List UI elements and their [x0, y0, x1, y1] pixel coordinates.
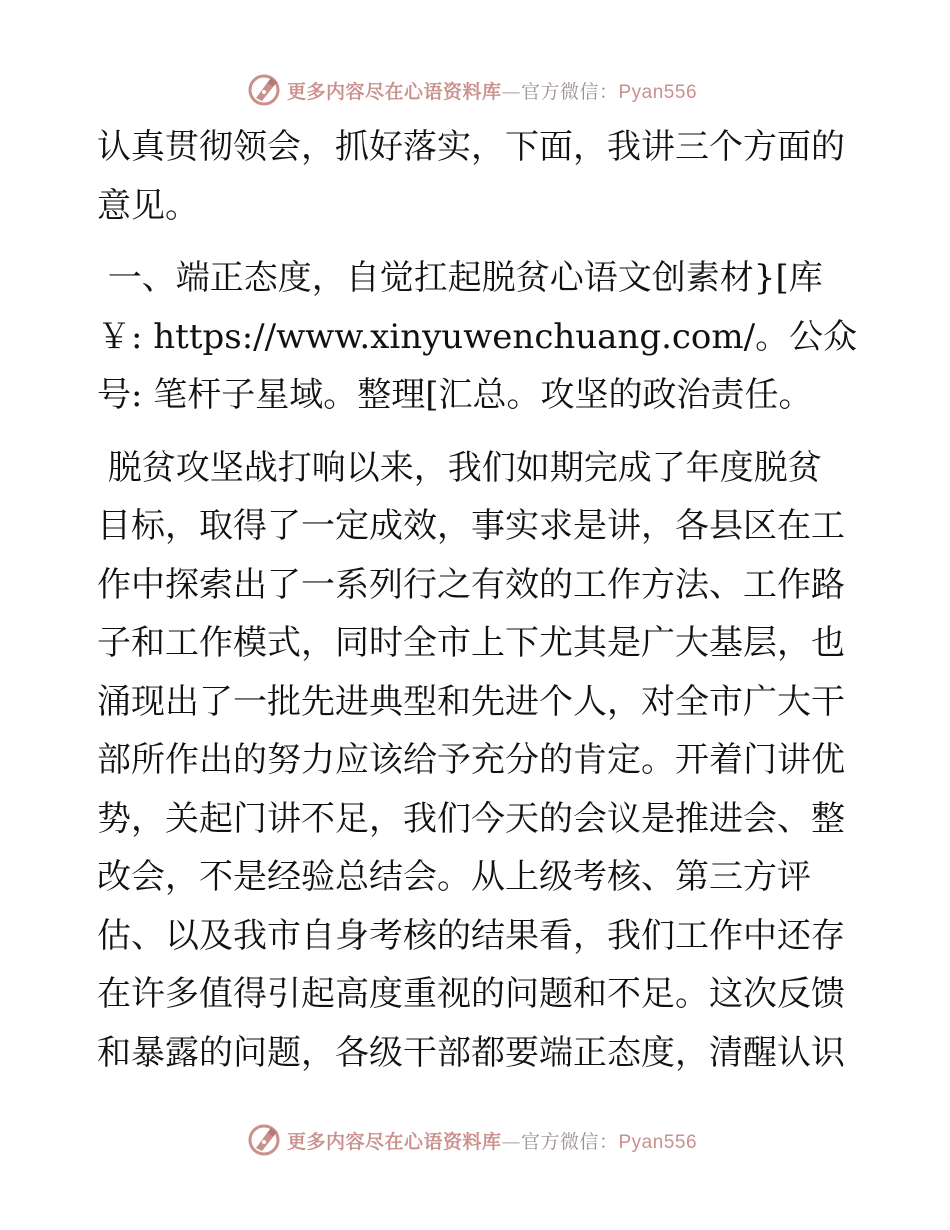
text-line: 子和工作模式，同时全市上下尤其是广大基层，也	[97, 623, 845, 663]
text-line: 意见。	[97, 185, 199, 226]
text-line: 目标，取得了一定成效，事实求是讲，各县区在工	[97, 506, 845, 546]
text-line: 涌现出了一批先进典型和先进个人，对全市广大干	[97, 681, 845, 722]
text-line: 号: 笔杆子星域。整理[汇总。攻坚的政治责任。	[97, 375, 813, 415]
text-line: 估、以及我市自身考核的结果看，我们工作中还存	[97, 915, 845, 956]
watermark-separator: —	[501, 80, 521, 103]
header-watermark-banner	[0, 70, 950, 110]
watermark-main-text: 更多内容尽在心语资料库	[286, 80, 502, 103]
watermark-main-text: 更多内容尽在心语资料库	[286, 1130, 502, 1153]
text-line: 势，关起门讲不足，我们今天的会议是推进会、整	[97, 798, 845, 839]
text-line: 部所作出的努力应该给予充分的肯定。开着门讲优	[97, 740, 845, 780]
paragraph-1	[97, 118, 857, 235]
watermark-text	[287, 1127, 697, 1154]
text-line: ￥: https://www.xinyuwenchuang.com/。公众	[97, 316, 858, 357]
watermark-separator: —	[501, 1130, 521, 1153]
pen-nib-logo-icon	[247, 73, 281, 107]
text-line: 作中探索出了一系列行之有效的工作方法、工作路	[97, 564, 845, 605]
text-line: 一、端正态度，自觉扛起脱贫心语文创素材}[库	[97, 258, 823, 298]
watermark-official-label: 官方微信：	[520, 1130, 619, 1153]
text-line: 认真贯彻领会，抓好落实，下面，我讲三个方面的	[97, 127, 845, 167]
text-line: 脱贫攻坚战打响以来，我们如期完成了年度脱贫	[97, 447, 822, 488]
text-line: 和暴露的问题，各级干部都要端正态度，清醒认识	[97, 1032, 845, 1073]
watermark-wechat-id: Pyan556	[618, 1131, 698, 1153]
section-heading-paragraph	[97, 249, 857, 425]
text-line: 在许多值得引起高度重视的问题和不足。这次反馈	[97, 974, 845, 1014]
text-line: 改会，不是经验总结会。从上级考核、第三方评	[97, 857, 811, 897]
document-body	[97, 118, 857, 1082]
watermark-official-label: 官方微信：	[520, 80, 619, 103]
pen-nib-logo-icon	[247, 1123, 281, 1157]
paragraph-3	[97, 439, 857, 1083]
footer-watermark-banner	[0, 1120, 950, 1160]
watermark-wechat-id: Pyan556	[618, 81, 698, 103]
watermark-text	[287, 77, 697, 104]
